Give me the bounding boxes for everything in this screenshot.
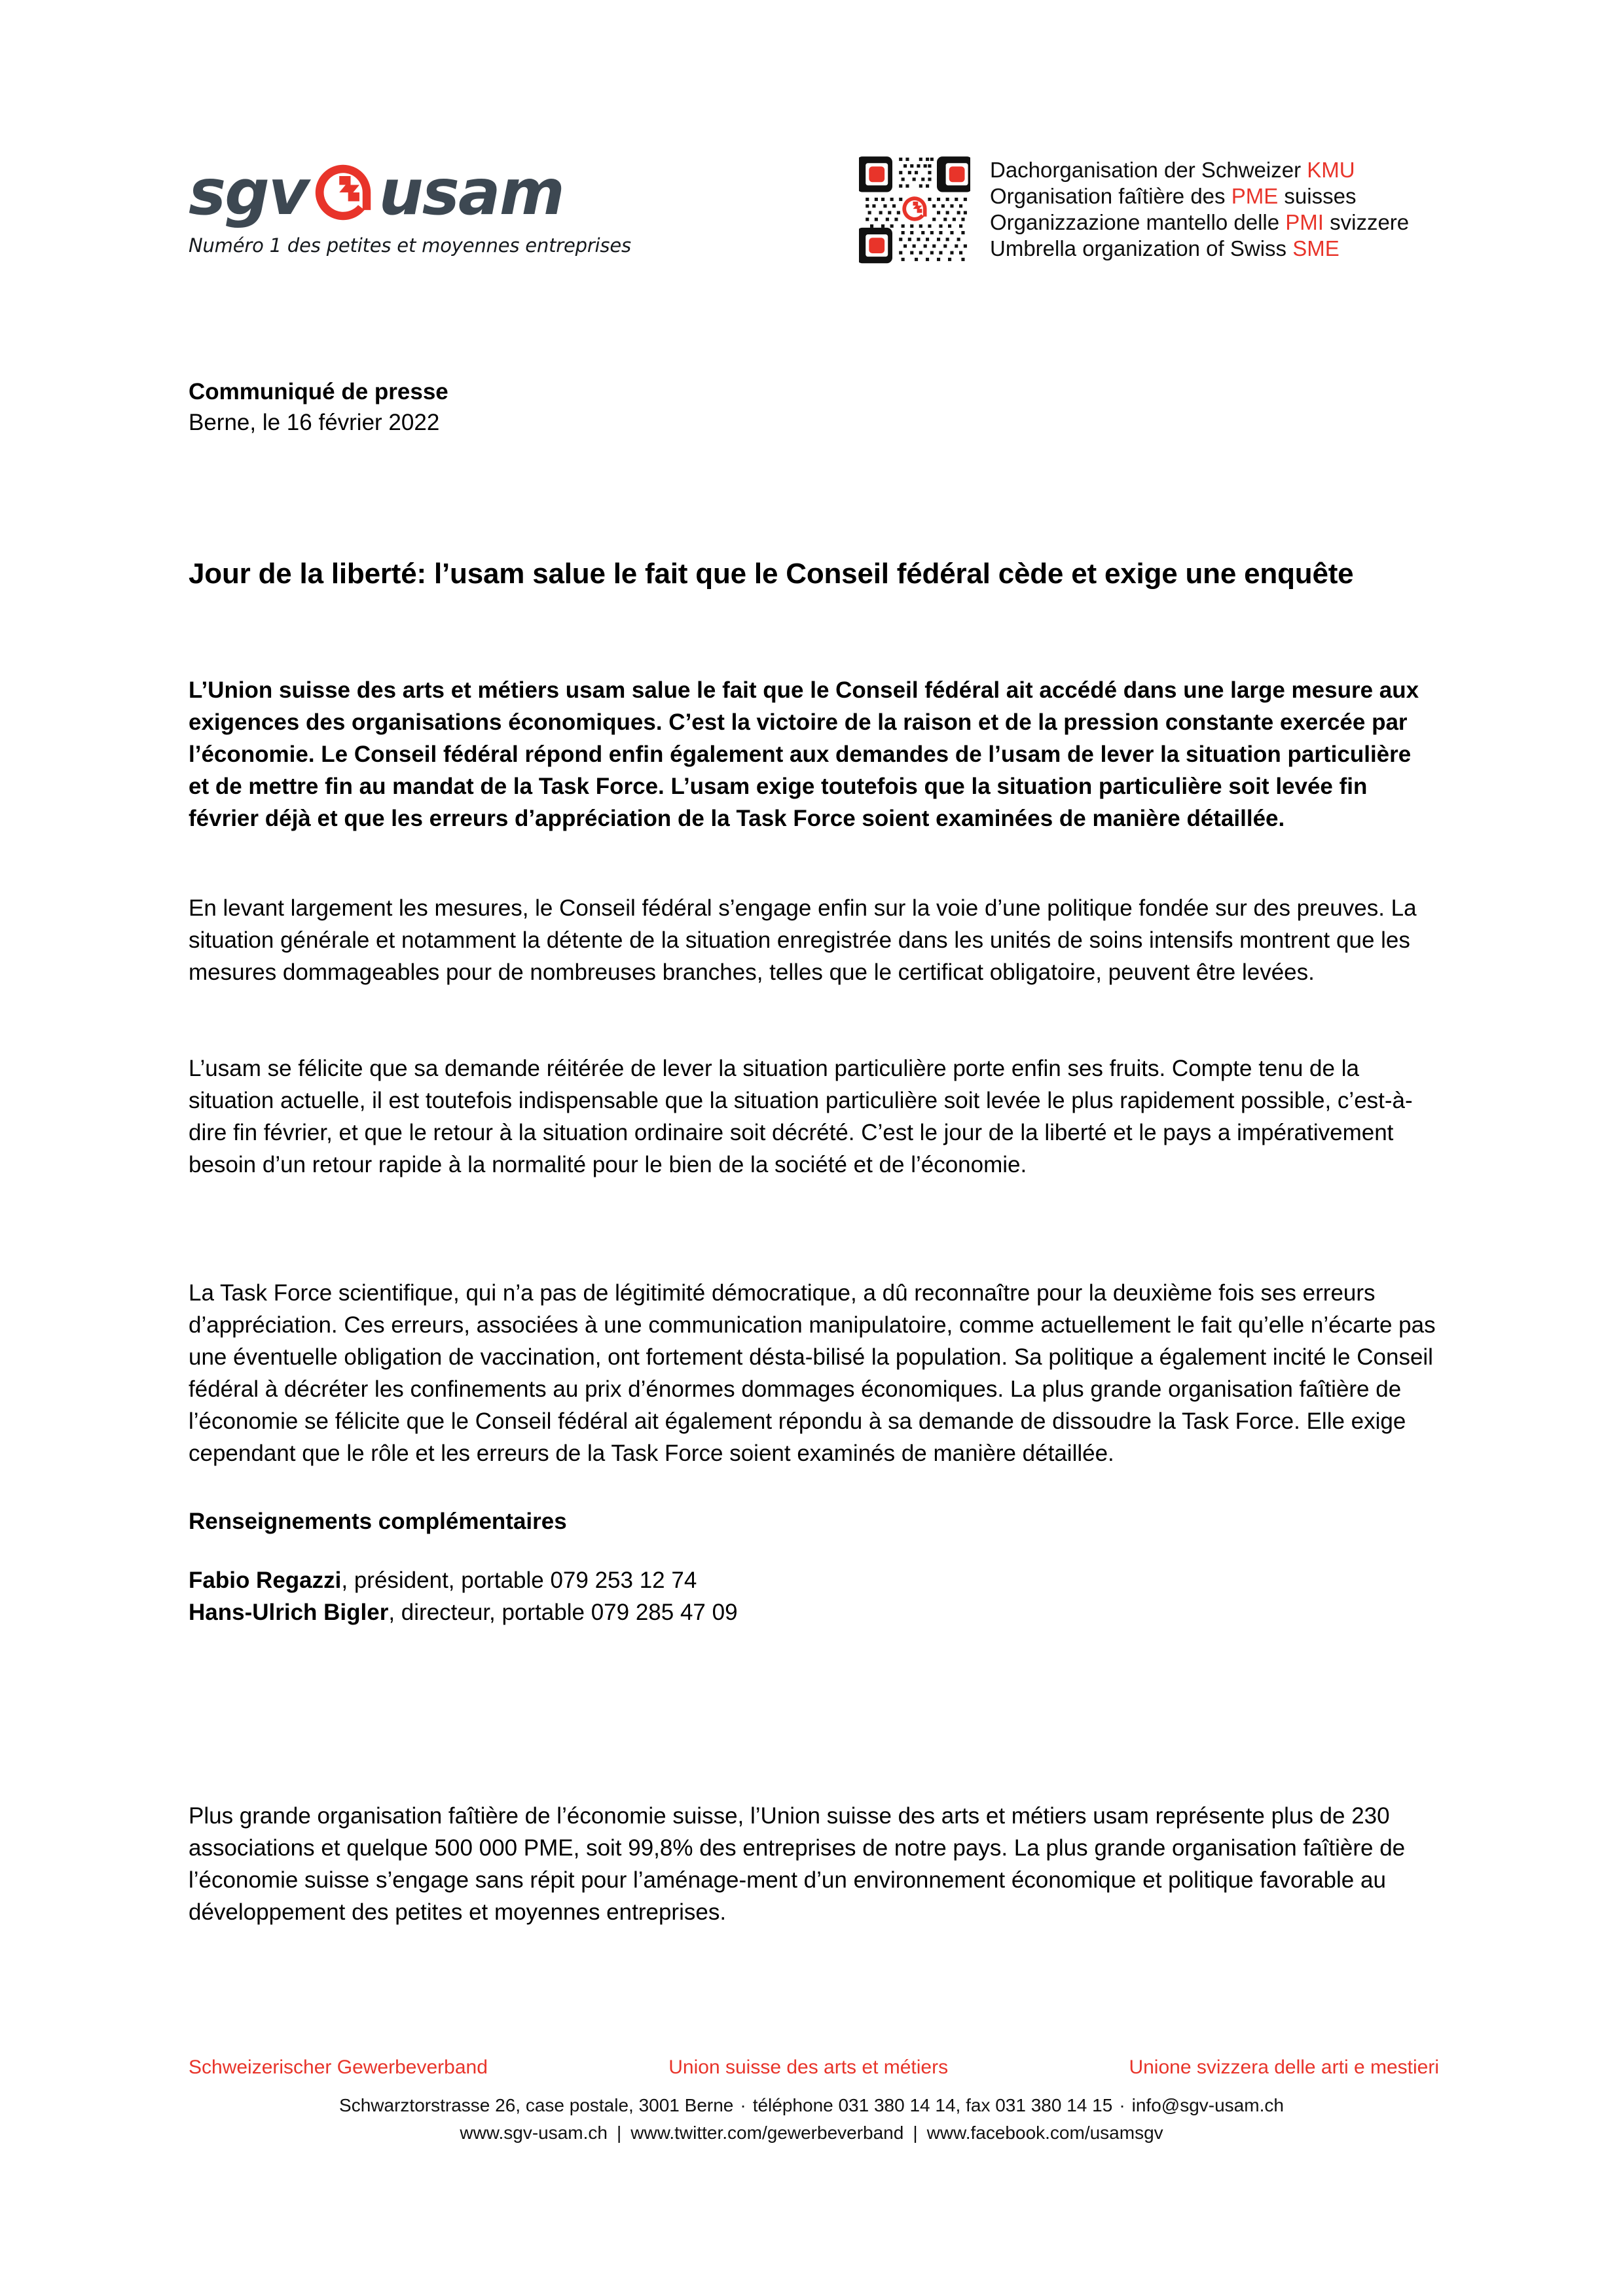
tagline-de [990,157,1409,183]
tagline-de-prefix: Dachorganisation der Schweizer [990,158,1307,182]
contact-section-heading: Renseignements complémentaires [189,1509,567,1534]
tagline-en [990,236,1409,262]
tagline-it [990,209,1409,236]
footer-separator-1: · [740,2095,746,2115]
page-title: Jour de la liberté: l’usam salue le fait que le Conseil fédéral cède et exige une enquête [189,558,1354,590]
tagline-en-prefix: Umbrella organization of Swiss [990,236,1293,260]
footer-email[interactable]: info@sgv-usam.ch [1131,2095,1284,2115]
tagline-de-highlight: KMU [1307,158,1355,182]
tagline-fr-highlight: PME [1231,184,1279,208]
qr-code-icon[interactable] [859,153,970,264]
tagline-fr-suffix: suisses [1278,184,1357,208]
footer-contact-info [0,2092,1623,2147]
logo-text-sgv: sgv [189,156,308,229]
footer-org-it: Unione svizzera delle arti e mestieri [1129,2056,1439,2078]
tagline-it-suffix: svizzere [1323,210,1410,234]
footer-link-twitter[interactable]: www.twitter.com/gewerbeverband [630,2123,904,2143]
footer-organization-names [189,2055,1439,2080]
tagline-en-highlight: SME [1292,236,1340,260]
lead-paragraph: L’Union suisse des arts et métiers usam salue le fait que le Conseil fédéral ait accédé dans une large mesure aux exigences des organisations économiques. C’est la victoire de la raison et de la pression constante exercée par l’économie. Le Conseil fédéral répond enfin également aux demandes de l’usam de lever la situation particulière et de mettre fin au mandat de la Task Force. L’usam exige toutefois que la situation particulière soit levée fin février déjà et que les erreurs d’appréciation de la Task Force soient examinées de manière détaillée. [189,677,1419,831]
footer-address-line [0,2092,1623,2119]
contact-list [189,1564,1436,1628]
page-footer [0,2055,1623,2147]
qr-taglines [990,153,1409,262]
footer-phone: téléphone 031 380 14 14, fax 031 380 14 15 [752,2095,1113,2115]
logo-tagline: Numéro 1 des petites et moyennes entreprises [189,234,631,257]
footer-links-line [0,2119,1623,2147]
usam-logo [189,156,631,257]
body-paragraph-2: L’usam se félicite que sa demande réitérée de lever la situation particulière porte enfin ses fruits. Compte tenu de la situation actuelle, il est toutefois indispensable que la situation particulière soit levée le plus rapidement possible, c’est-à-dire fin février, et que le retour à la situation ordinaire soit décrété. C’est le jour de la liberté et le pays a impérativement besoin d’un retour rapide à la normalité pour le bien de la société et de l’économie. [189,1056,1413,1177]
document-type-label: Communiqué de presse [189,379,448,404]
boilerplate-paragraph: Plus grande organisation faîtière de l’économie suisse, l’Union suisse des arts et métiers usam représente plus de 230 associations et quelque 500 000 PME, soit 99,8% des entreprises de notre pays. La plus grande organisation faîtière de l’économie suisse s’engage sans répit pour l’aménage-ment d’un environnement économique et politique favorable au développement des petites et moyennes entreprises. [189,1803,1406,1925]
document-meta [189,376,1439,438]
usam-emblem-icon [312,161,374,224]
contact-item-director [189,1596,1436,1628]
contact-detail-director: , directeur, portable 079 285 47 09 [388,1600,738,1625]
contact-detail-president: , président, portable 079 253 12 74 [341,1568,697,1593]
body-paragraph-1: En levant largement les mesures, le Conseil fédéral s’engage enfin sur la voie d’une politique fondée sur des preuves. La situation générale et notamment la détente de la situation enregistrée dans les unités de soins intensifs montrent que les mesures dommageables pour de nombreuses branches, telles que le certificat obligatoire, peuvent être levées. [189,895,1417,985]
logo-wordmark [189,157,621,228]
page-header [0,149,1623,287]
contact-name-president: Fabio Regazzi [189,1568,342,1593]
tagline-it-highlight: PMI [1285,210,1324,234]
logo-text-usam: usam [378,156,564,229]
document-dateline: Berne, le 16 février 2022 [189,410,440,435]
tagline-it-prefix: Organizzazione mantello delle [990,210,1286,234]
footer-street-address: Schwarztorstrasse 26, case postale, 3001 Berne [339,2095,734,2115]
body-paragraph-3: La Task Force scientifique, qui n’a pas de légitimité démocratique, a dû reconnaître pour la deuxième fois ses erreurs d’appréciation. Ces erreurs, associées à une communication manipulatoire, comme actuellement le fait qu’elle n’écarte pas une éventuelle obligation de vaccination, ont fortement désta-bilisé la population. Sa politique a également incité le Conseil fédéral à décréter les confinements au prix d’énormes dommages économiques. La plus grande organisation faîtière de l’économie se félicite que le Conseil fédéral ait également répondu à sa demande de dissoudre la Task Force. Elle exige cependant que le rôle et les erreurs de la Task Force soient examinés de manière détaillée. [189,1280,1436,1466]
footer-link-website[interactable]: www.sgv-usam.ch [460,2123,608,2143]
tagline-fr-prefix: Organisation faîtière des [990,184,1231,208]
contact-item-president [189,1564,1436,1596]
footer-org-de: Schweizerischer Gewerbeverband [189,2056,488,2078]
qr-tagline-block [859,153,1409,264]
footer-link-separator-1: | [616,2123,622,2143]
footer-link-separator-2: | [913,2123,918,2143]
footer-org-fr: Union suisse des arts et métiers [668,2056,949,2078]
contact-name-director: Hans-Ulrich Bigler [189,1600,389,1625]
footer-separator-2: · [1119,2095,1125,2115]
tagline-fr [990,183,1409,209]
footer-link-facebook[interactable]: www.facebook.com/usamsgv [926,2123,1163,2143]
